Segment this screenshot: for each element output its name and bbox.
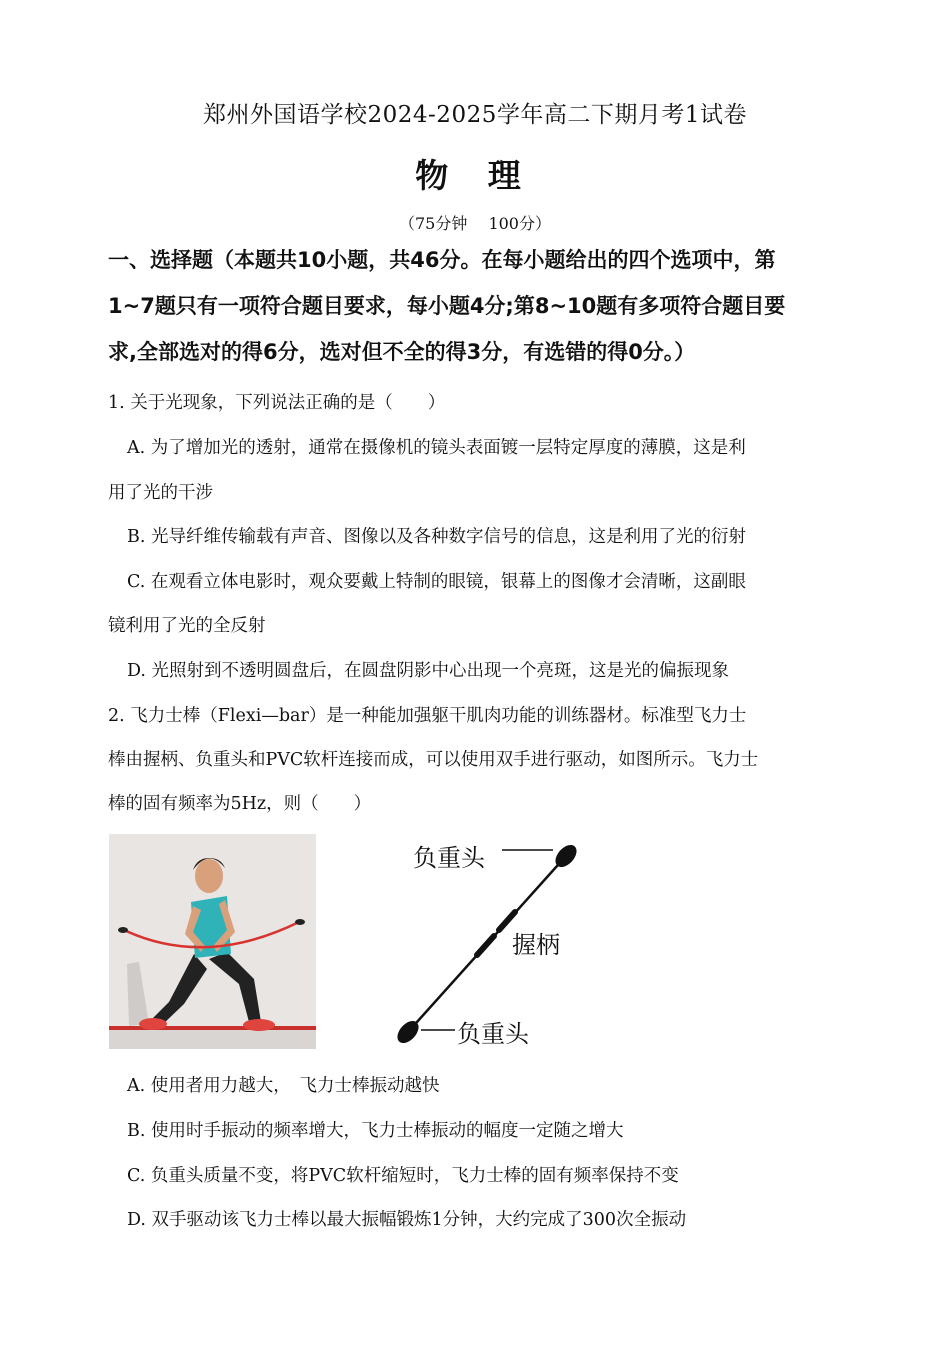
- section-heading-line-1: 一、选择题（本题共10小题，共46分。在每小题给出的四个选项中，第: [108, 248, 776, 272]
- q1-option-c-line-1: C. 在观看立体电影时，观众要戴上特制的眼镜，银幕上的图像才会清晰，这副眼: [127, 572, 746, 592]
- label-weight-head-top: 负重头: [413, 844, 485, 872]
- q1-stem: 1. 关于光现象，下列说法正确的是（ ）: [108, 393, 446, 413]
- q2-option-a: A. 使用者用力越大， 飞力士棒振动越快: [127, 1076, 440, 1096]
- label-handle: 握柄: [512, 931, 560, 959]
- label-weight-head-bottom: 负重头: [457, 1020, 529, 1048]
- q2-option-c: C. 负重头质量不变，将PVC软杆缩短时，飞力士棒的固有频率保持不变: [127, 1166, 679, 1186]
- q2-stem-line-1: 2. 飞力士棒（Flexi—bar）是一种能加强躯干肌肉功能的训练器材。标准型飞力士: [108, 706, 747, 726]
- q1-option-a-line-1: A. 为了增加光的透射，通常在摄像机的镜头表面镀一层特定厚度的薄膜，这是利: [127, 438, 746, 458]
- time-score-info: （75分钟 100分）: [399, 214, 551, 233]
- q2-stem-line-2: 棒由握柄、负重头和PVC软杆连接而成，可以使用双手进行驱动，如图所示。飞力士: [108, 750, 759, 770]
- section-heading-line-3: 求,全部选对的得6分，选对但不全的得3分，有选错的得0分。）: [108, 340, 696, 364]
- q1-option-c-line-2: 镜利用了光的全反射: [108, 616, 266, 636]
- flexi-bar-photo: [109, 834, 316, 1049]
- q1-option-d: D. 光照射到不透明圆盘后，在圆盘阴影中心出现一个亮斑，这是光的偏振现象: [127, 661, 730, 681]
- q1-option-b: B. 光导纤维传输载有声音、图像以及各种数字信号的信息，这是利用了光的衍射: [127, 527, 746, 547]
- q2-option-d: D. 双手驱动该飞力士棒以最大振幅锻炼1分钟，大约完成了300次全振动: [127, 1210, 687, 1230]
- section-heading-line-2: 1~7题只有一项符合题目要求，每小题4分;第8~10题有多项符合题目要: [108, 294, 786, 318]
- q2-option-b: B. 使用时手振动的频率增大，飞力士棒振动的幅度一定随之增大: [127, 1121, 624, 1141]
- exam-title: 郑州外国语学校2024-2025学年高二下期月考1试卷: [203, 102, 747, 128]
- subject-heading: 物 理: [415, 156, 535, 195]
- q2-stem-line-3: 棒的固有频率为5Hz，则（ ）: [108, 794, 372, 814]
- q1-option-a-line-2: 用了光的干涉: [108, 483, 213, 503]
